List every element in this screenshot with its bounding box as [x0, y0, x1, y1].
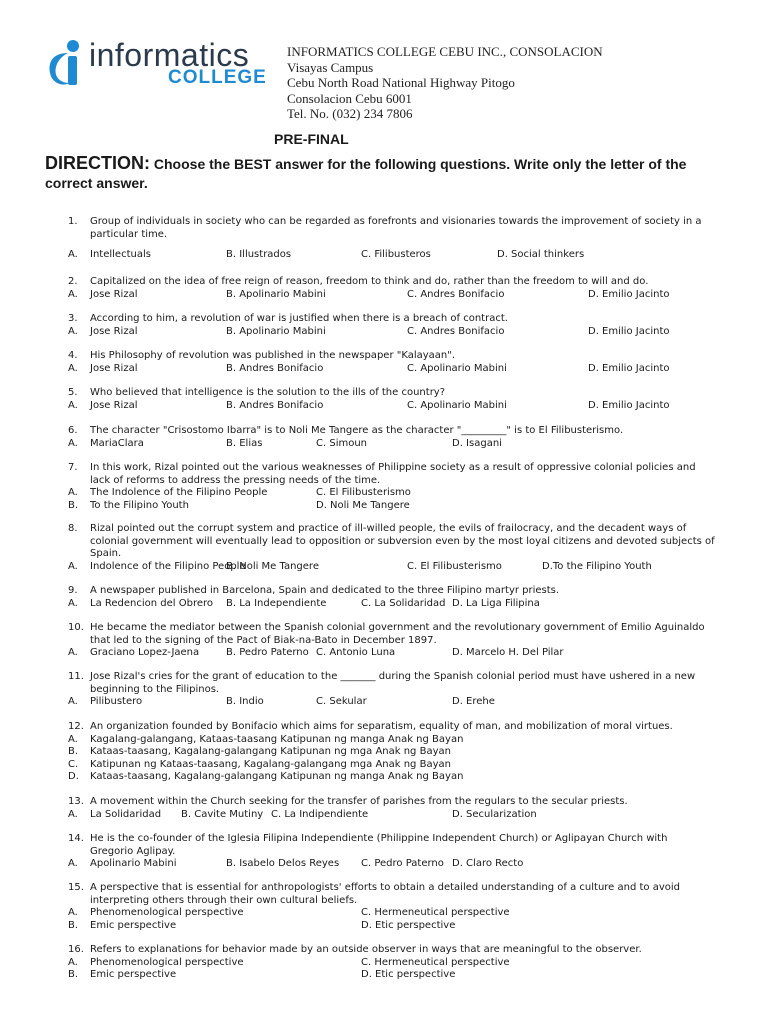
option-letter: C.	[68, 758, 79, 770]
question-text: colonial government will eventually lead to opposition or subversion even by the most loyal citizens and devoted subjects of	[90, 535, 715, 547]
answer-option: The Indolence of the Filipino People	[90, 487, 268, 498]
answer-option: D. Claro Recto	[452, 858, 524, 869]
option-letter: A.	[68, 808, 78, 820]
option-letter: A.	[68, 733, 78, 745]
answer-option: B. Pedro Paterno	[226, 647, 309, 658]
question-text: An organization founded by Bonifacio which aims for separatism, equality of man, and mobilization of moral virtues.	[90, 721, 673, 732]
answer-option: B. Elias	[226, 437, 263, 449]
answer-option: Jose Rizal	[90, 399, 138, 411]
answer-option: B. Apolinario Mabini	[226, 325, 326, 337]
answer-option: Phenomenological perspective	[90, 907, 244, 918]
question-text: lack of reforms to address the pressing needs of the time.	[90, 474, 381, 486]
question-text: Capitalized on the idea of free reign of reason, freedom to think and do, rather than the freedom to will and do.	[90, 276, 649, 287]
option-letter: A.	[68, 907, 78, 918]
answer-option: C. Hermeneutical perspective	[361, 907, 510, 918]
answer-option: D. Etic perspective	[361, 919, 456, 931]
college-logo	[46, 37, 274, 89]
question-text: that led to the signing of the Pact of Biak-na-Bato in December 1897.	[90, 634, 437, 646]
option-letter: B.	[68, 746, 79, 757]
answer-option: C. Sekular	[316, 696, 367, 707]
question-number: 5.	[68, 387, 78, 398]
answer-option: C. Andres Bonifacio	[407, 288, 505, 300]
option-letter: A.	[68, 399, 78, 411]
answer-option: D. Noli Me Tangere	[316, 499, 410, 511]
option-letter: A.	[68, 647, 78, 658]
answer-option: D. Marcelo H. Del Pilar	[452, 647, 564, 658]
option-letter: A.	[68, 249, 78, 260]
question-text: interpreting others through their own cultural beliefs.	[90, 894, 358, 906]
answer-option: D. La Liga Filipina	[452, 597, 540, 609]
answer-option: C. Apolinario Mabini	[407, 362, 507, 374]
school-line: Visayas Campus	[287, 59, 374, 75]
school-line: INFORMATICS COLLEGE CEBU INC., CONSOLACION	[287, 44, 603, 59]
question-number: 4.	[68, 350, 78, 361]
answer-option: C. La Solidaridad	[361, 597, 446, 609]
question-number: 16.	[68, 944, 84, 955]
answer-option: Pilibustero	[90, 696, 143, 707]
answer-option: B. Cavite Mutiny	[181, 808, 264, 820]
question-text: He is the co-founder of the Iglesia Filipina Independiente (Philippine Independent Church) or Aglipayan Church with	[90, 833, 668, 844]
question-text: Rizal pointed out the corrupt system and practice of ill-willed people, the evils of frailocracy, and the decadent ways of	[90, 523, 687, 534]
answer-option: D. Emilio Jacinto	[588, 399, 670, 411]
question-number: 13.	[68, 796, 84, 807]
answer-option: Apolinario Mabini	[90, 858, 177, 869]
option-letter: A.	[68, 956, 78, 968]
question-number: 15.	[68, 882, 84, 893]
option-letter: A.	[68, 437, 78, 449]
answer-option: C. La Indipendiente	[271, 808, 369, 820]
answer-option: Kataas-taasang, Kagalang-galangang Katipunan ng mga Anak ng Bayan	[90, 746, 451, 757]
answer-option: D. Etic perspective	[361, 969, 456, 980]
answer-option: Emic perspective	[90, 919, 177, 931]
answer-option: B. Andres Bonifacio	[226, 362, 324, 374]
question-number: 3.	[68, 313, 78, 324]
answer-option: D. Emilio Jacinto	[588, 362, 670, 374]
school-line: Tel. No. (032) 234 7806	[287, 106, 413, 121]
school-address	[287, 44, 603, 122]
answer-option: C. El Filibusterismo	[407, 560, 502, 572]
question-number: 9.	[68, 585, 78, 596]
question-text: His Philosophy of revolution was published in the newspaper "Kalayaan".	[90, 350, 456, 361]
answer-option: D.To the Filipino Youth	[542, 560, 652, 572]
question-text: Spain.	[90, 548, 122, 559]
question-text: Group of individuals in society who can be regarded as forefronts and visionaries towards the improvement of society in a	[90, 216, 702, 227]
answer-option: Kagalang-galangang, Kataas-taasang Katipunan ng manga Anak ng Bayan	[90, 733, 464, 745]
answer-option: C. Pedro Paterno	[361, 858, 444, 869]
question-text: A perspective that is essential for anthropologists' efforts to obtain a detailed understanding of a culture and to avoid	[90, 882, 680, 893]
question-number: 11.	[68, 671, 84, 682]
answer-option: Jose Rizal	[90, 362, 138, 374]
direction-label: DIRECTION:	[45, 153, 150, 173]
answer-option: Phenomenological perspective	[90, 956, 244, 968]
option-letter: D.	[68, 771, 79, 782]
option-letter: A.	[68, 858, 78, 869]
option-letter: A.	[68, 487, 78, 498]
question-text: The character "Crisostomo Ibarra" is to Noli Me Tangere as the character "_________" is to El Filibusterismo.	[90, 425, 624, 436]
question-number: 12.	[68, 721, 84, 732]
option-letter: A.	[68, 696, 78, 707]
answer-option: C. Simoun	[316, 437, 368, 449]
answer-option: C. Andres Bonifacio	[407, 325, 505, 337]
direction-block	[45, 154, 735, 193]
answer-option: D. Emilio Jacinto	[588, 288, 670, 300]
question-text: Who believed that intelligence is the solution to the ills of the country?	[90, 387, 446, 398]
answer-option: C. Hermeneutical perspective	[361, 956, 510, 968]
answer-option: B. Andres Bonifacio	[226, 399, 324, 411]
answer-option: Intellectuals	[90, 249, 151, 260]
logo-subtitle: COLLEGE	[168, 67, 267, 88]
answer-option: C. Antonio Luna	[316, 647, 396, 658]
answer-option: B. Apolinario Mabini	[226, 288, 326, 300]
answer-option: C. Filibusteros	[361, 249, 431, 260]
question-text: According to him, a revolution of war is justified when there is a breach of contract.	[90, 313, 508, 324]
logo-person-icon	[46, 39, 90, 87]
answer-option: B. Indio	[226, 696, 264, 707]
option-letter: A.	[68, 288, 78, 300]
logo-wordmark: informatics	[89, 37, 250, 73]
answer-option: B. Noli Me Tangere	[226, 560, 319, 572]
question-number: 2.	[68, 276, 78, 287]
answer-option: D. Erehe	[452, 696, 495, 707]
answer-option: La Redencion del Obrero	[90, 597, 214, 609]
question-text: Jose Rizal's cries for the grant of education to the _______ during the Spanish colonial period must have ushered in a new	[90, 671, 696, 682]
answer-option: B. La Independiente	[226, 597, 327, 609]
answer-option: Emic perspective	[90, 969, 177, 980]
answer-option: Jose Rizal	[90, 325, 138, 337]
exam-title: PRE-FINAL	[274, 131, 349, 147]
question-number: 1.	[68, 216, 78, 227]
answer-option: Jose Rizal	[90, 288, 138, 300]
answer-option: To the Filipino Youth	[90, 499, 189, 511]
school-line: Consolacion Cebu 6001	[287, 90, 412, 106]
direction-text: Choose the BEST answer for the following questions. Write only the letter of the correct answer.	[45, 156, 687, 191]
answer-option: MariaClara	[90, 437, 144, 449]
answer-option: C. Apolinario Mabini	[407, 399, 507, 411]
answer-option: B. Illustrados	[226, 249, 292, 260]
answer-option: D. Isagani	[452, 437, 502, 449]
answer-option: La Solidaridad	[90, 808, 162, 820]
answer-option: D. Emilio Jacinto	[588, 325, 670, 337]
question-text: Refers to explanations for behavior made by an outside observer in ways that are meaningful to the observer.	[90, 944, 642, 955]
question-number: 14.	[68, 833, 84, 844]
answer-option: Katipunan ng Kataas-taasang, Kagalang-galangang mga Anak ng Bayan	[90, 758, 451, 770]
question-text: Gregorio Aglipay.	[90, 845, 176, 857]
question-number: 10.	[68, 622, 84, 633]
answer-option: C. El Filibusterismo	[316, 487, 411, 498]
answer-option: Kataas-taasang, Kagalang-galangang Katipunan ng manga Anak ng Bayan	[90, 771, 464, 782]
question-text: He became the mediator between the Spanish colonial government and the revolutionary government of Emilio Aguinaldo	[90, 622, 705, 633]
question-number: 7.	[68, 462, 78, 473]
answer-option: B. Isabelo Delos Reyes	[226, 858, 340, 869]
option-letter: B.	[68, 969, 79, 980]
option-letter: A.	[68, 597, 78, 609]
option-letter: A.	[68, 560, 78, 572]
question-text: particular time.	[90, 228, 168, 240]
answer-option: D. Secularization	[452, 808, 537, 820]
school-line: Cebu North Road National Highway Pitogo	[287, 75, 515, 90]
answer-option: Graciano Lopez-Jaena	[90, 647, 200, 658]
answer-option: D. Social thinkers	[497, 249, 585, 260]
question-text: In this work, Rizal pointed out the various weaknesses of Philippine society as a result of oppressive colonial policies and	[90, 462, 696, 473]
question-text: beginning to the Filipinos.	[90, 683, 220, 695]
option-letter: A.	[68, 362, 78, 374]
option-letter: A.	[68, 325, 78, 337]
option-letter: B.	[68, 919, 79, 931]
question-text: A movement within the Church seeking for the transfer of parishes from the regulars to the secular priests.	[90, 796, 628, 807]
question-text: A newspaper published in Barcelona, Spain and dedicated to the three Filipino martyr priests.	[90, 585, 560, 596]
question-number: 8.	[68, 523, 78, 534]
answer-option: Indolence of the Filipino People	[90, 560, 246, 572]
option-letter: B.	[68, 499, 79, 511]
question-number: 6.	[68, 425, 78, 436]
